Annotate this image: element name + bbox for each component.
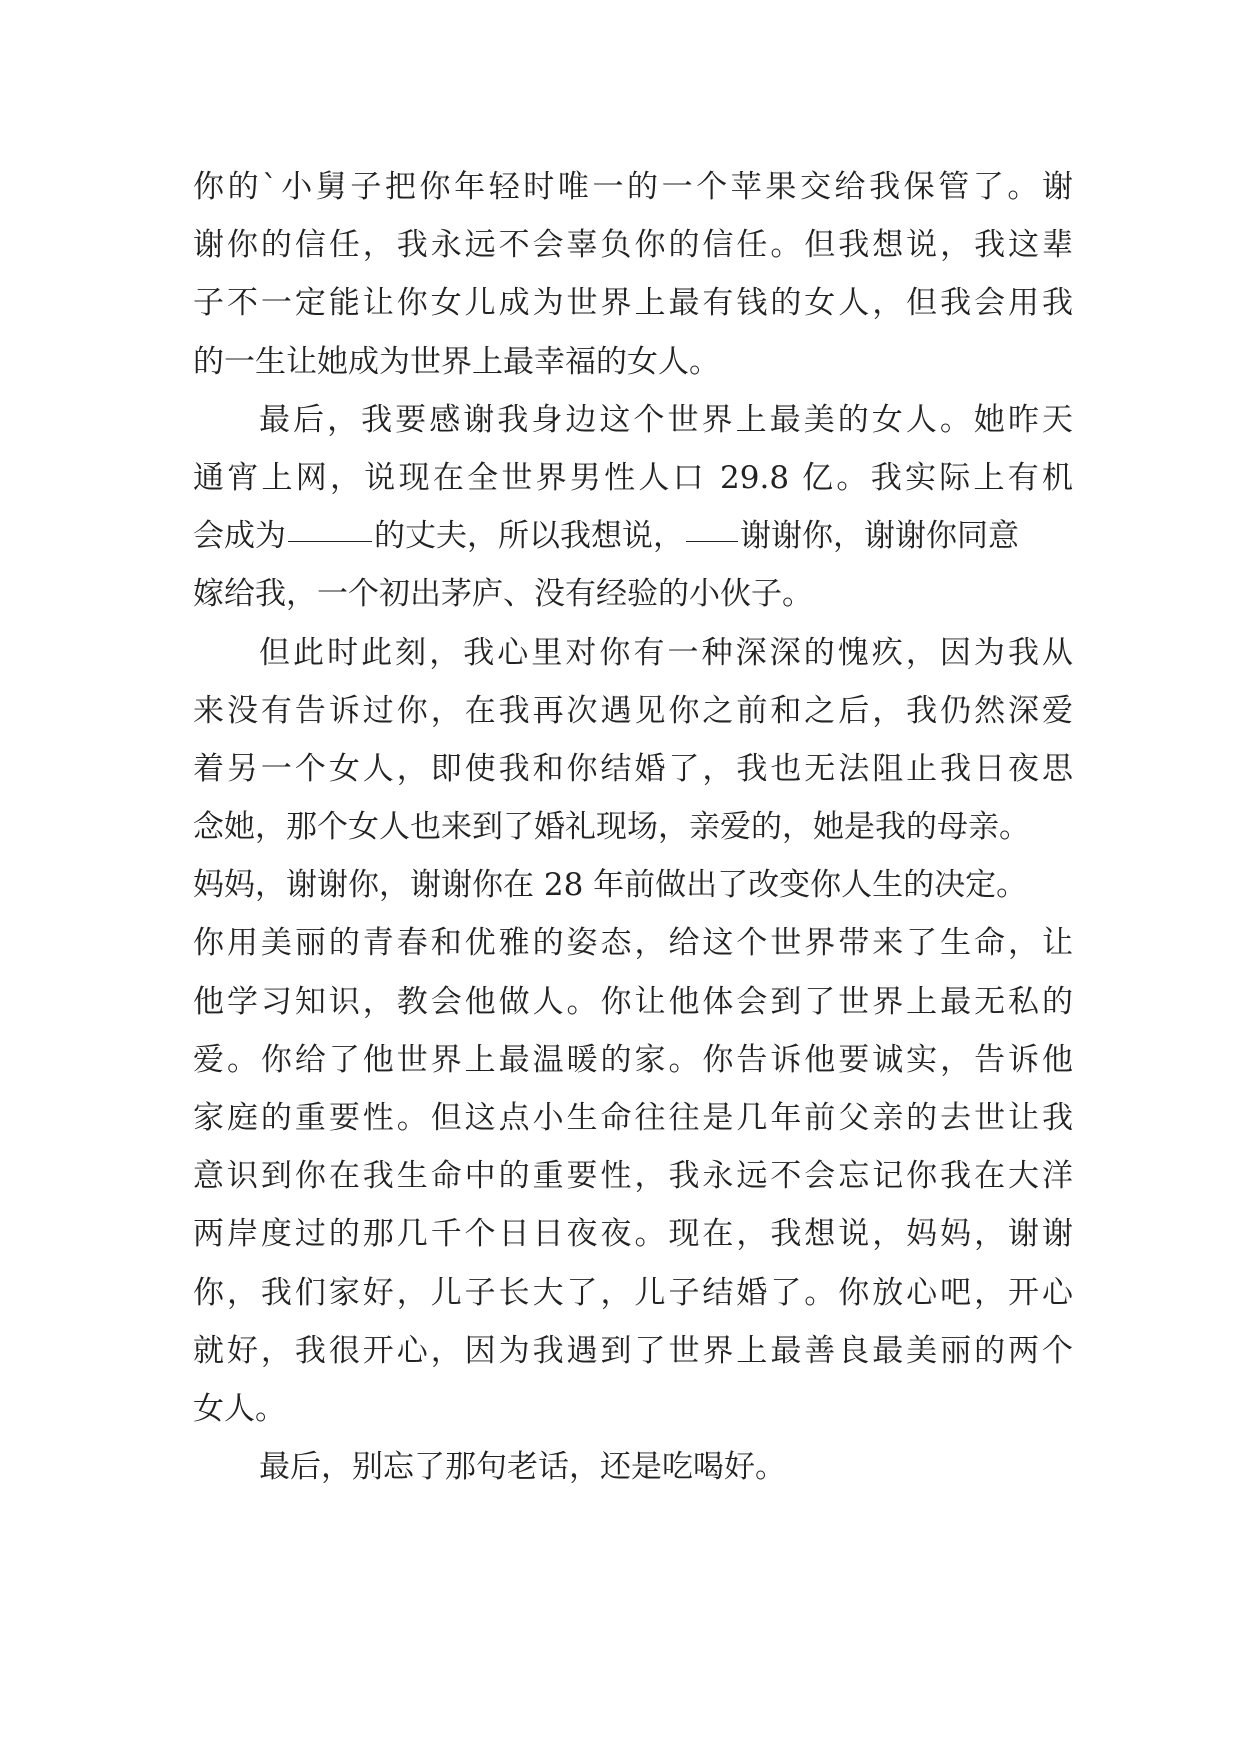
fill-in-blank bbox=[686, 541, 738, 542]
text-line: 就好，我很开心，因为我遇到了世界上最善良最美丽的两个 bbox=[193, 1332, 1073, 1369]
text-line: 他学习知识，教会他做人。你让他体会到了世界上最无私的 bbox=[193, 983, 1073, 1020]
paragraph-start-line: 但此时此刻，我心里对你有一种深深的愧疚，因为我从 bbox=[259, 634, 1073, 671]
text-line: 通宵上网，说现在全世界男性人口 29.8 亿。我实际上有机 bbox=[193, 459, 1073, 496]
text-line: 两岸度过的那几千个日日夜夜。现在，我想说，妈妈，谢谢 bbox=[193, 1216, 1073, 1253]
text-line: 子不一定能让你女儿成为世界上最有钱的女人，但我会用我 bbox=[193, 285, 1073, 322]
text-line: 念她，那个女人也来到了婚礼现场，亲爱的，她是我的母亲。 bbox=[193, 809, 1030, 846]
text-line: 你，我们家好，儿子长大了，儿子结婚了。你放心吧，开心 bbox=[193, 1274, 1073, 1311]
text-line: 你的`小舅子把你年轻时唯一的一个苹果交给我保管了。谢 bbox=[193, 169, 1073, 205]
fill-in-blank bbox=[288, 541, 372, 542]
text-line: 爱。你给了他世界上最温暖的家。你告诉他要诚实，告诉他 bbox=[193, 1041, 1073, 1078]
paragraph-start-line: 最后，我要感谢我身边这个世界上最美的女人。她昨天 bbox=[259, 401, 1073, 438]
document-body bbox=[193, 158, 1073, 1496]
text-line: 家庭的重要性。但这点小生命往往是几年前父亲的去世让我 bbox=[193, 1100, 1073, 1136]
text-line: 女人。 bbox=[193, 1390, 286, 1427]
text-line-with-blanks bbox=[193, 507, 1073, 565]
text-fragment: 会成为 bbox=[193, 518, 286, 555]
text-line: 来没有告诉过你，在我再次遇见你之前和之后，我仍然深爱 bbox=[193, 692, 1073, 729]
text-fragment: 谢谢你，谢谢你同意 bbox=[740, 518, 1019, 555]
text-line: 嫁给我，一个初出茅庐、没有经验的小伙子。 bbox=[193, 576, 813, 613]
paragraph-start-line: 最后，别忘了那句老话，还是吃喝好。 bbox=[259, 1449, 786, 1486]
text-line: 意识到你在我生命中的重要性，我永远不会忘记你我在大洋 bbox=[193, 1158, 1073, 1195]
text-line: 的一生让她成为世界上最幸福的女人。 bbox=[193, 343, 720, 380]
text-line: 妈妈，谢谢你，谢谢你在 28 年前做出了改变你人生的决定。 bbox=[193, 867, 1028, 904]
text-line: 谢你的信任，我永远不会辜负你的信任。但我想说，我这辈 bbox=[193, 227, 1073, 264]
text-line: 着另一个女人，即使我和你结婚了，我也无法阻止我日夜思 bbox=[193, 750, 1073, 787]
text-fragment: 的丈夫，所以我想说， bbox=[374, 518, 684, 555]
text-line: 你用美丽的青春和优雅的姿态，给这个世界带来了生命，让 bbox=[193, 925, 1073, 962]
